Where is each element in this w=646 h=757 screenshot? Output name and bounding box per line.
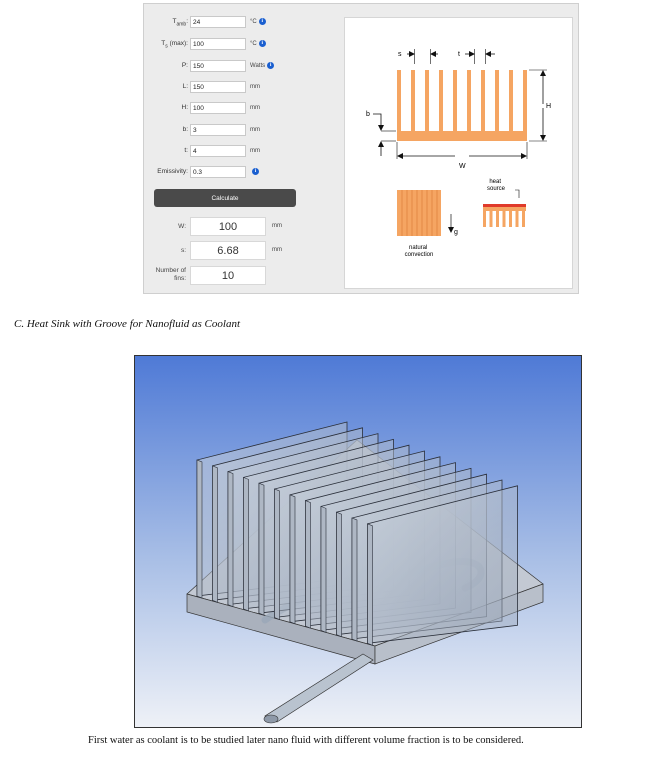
unit-text: mm — [250, 84, 260, 90]
result-label: s: — [180, 247, 186, 254]
fin-3d-edge — [244, 477, 249, 611]
input-label-main: H: — [181, 104, 188, 111]
label-b: b — [366, 111, 370, 118]
input-label-main: t: — [184, 147, 188, 154]
fin-3d-edge — [306, 501, 311, 628]
input-row — [144, 15, 334, 29]
calculate-button[interactable]: Calculate — [154, 189, 296, 207]
input-unit — [250, 37, 266, 51]
inlet-pipe-opening — [264, 715, 278, 723]
input-unit — [250, 15, 266, 29]
input-row — [144, 59, 334, 73]
input-unit — [250, 59, 274, 73]
input-label — [128, 37, 188, 53]
label-g: g — [454, 229, 458, 236]
info-icon[interactable]: i — [259, 40, 266, 47]
info-icon[interactable]: i — [252, 168, 259, 175]
label-heat-line1: heat — [489, 179, 502, 185]
input-field[interactable] — [190, 60, 246, 72]
label-s: s — [398, 51, 402, 58]
input-label — [128, 123, 188, 137]
input-label — [128, 144, 188, 158]
fin-3d-edge — [290, 495, 295, 624]
input-row — [144, 165, 334, 179]
result-unit: mm — [272, 247, 282, 253]
fin — [495, 70, 499, 132]
fin-3d-edge — [321, 506, 326, 632]
label-natural-line2: convection — [404, 252, 434, 258]
input-label-main: T — [161, 40, 166, 47]
input-row — [144, 101, 334, 115]
body-paragraph: First water as coolant is to be studied later nano fluid with different volume fraction is to be considered. — [88, 735, 524, 746]
natural-convection-block — [397, 190, 441, 236]
fin — [509, 70, 513, 132]
label-H: H — [546, 103, 552, 110]
input-label — [128, 165, 188, 179]
input-label — [128, 59, 188, 73]
input-field[interactable] — [190, 145, 246, 157]
input-field[interactable] — [190, 102, 246, 114]
fin-3d-edge — [213, 466, 218, 603]
heat-source-pointer — [515, 190, 519, 198]
label-t: t — [458, 51, 460, 58]
input-unit — [250, 144, 260, 158]
input-unit — [250, 101, 260, 115]
fin-3d-edge — [197, 460, 202, 598]
heat-source-fin — [496, 211, 499, 227]
result-unit: mm — [272, 223, 282, 229]
input-label-sub: amb — [176, 21, 187, 28]
fin-3d-edge — [352, 518, 357, 641]
label-W: W — [459, 163, 466, 170]
input-label-main: P: — [181, 62, 188, 69]
heat-source-fin — [522, 211, 525, 227]
input-field[interactable] — [190, 166, 246, 178]
input-unit — [250, 80, 260, 94]
section-caption: C. Heat Sink with Groove for Nanofluid as Coolant — [14, 318, 241, 330]
fin — [523, 70, 527, 132]
result-value: 100 — [190, 217, 266, 236]
fin-3d-edge — [368, 524, 373, 646]
label-natural-convection — [405, 245, 434, 258]
label-heat-line2: source — [486, 186, 506, 192]
heat-source-base — [483, 207, 526, 211]
input-row — [144, 123, 334, 137]
result-row — [144, 266, 334, 286]
fin-3d-edge — [337, 512, 342, 637]
input-label — [128, 101, 188, 115]
fins-group — [397, 70, 527, 132]
input-row — [144, 144, 334, 158]
info-icon[interactable]: i — [259, 18, 266, 25]
heat-sink-calculator — [143, 3, 579, 294]
unit-text: °C — [250, 41, 257, 47]
label-heat-source — [487, 179, 506, 192]
heat-source-fin — [516, 211, 519, 227]
fin — [481, 70, 485, 132]
input-row — [144, 37, 334, 51]
input-label — [128, 80, 188, 94]
input-unit — [250, 165, 259, 179]
result-label: W: — [178, 223, 186, 230]
input-label-main: T — [172, 18, 177, 25]
input-label — [128, 15, 188, 31]
input-unit — [250, 123, 260, 137]
result-value: 10 — [190, 266, 266, 285]
label-natural-line1: natural — [408, 245, 428, 251]
result-label: Number of fins: — [155, 267, 186, 282]
fin — [397, 70, 401, 132]
input-label-suffix: : — [186, 18, 188, 25]
unit-text: mm — [250, 148, 260, 154]
heat-sink-diagram-svg — [345, 18, 572, 288]
input-row — [144, 80, 334, 94]
fin — [467, 70, 471, 132]
b-dim-pointer — [373, 114, 381, 130]
unit-text: mm — [250, 105, 260, 111]
heat-source-fin — [483, 211, 486, 227]
input-label-sub: s — [165, 43, 168, 50]
unit-text: mm — [250, 127, 260, 133]
fin-3d-edge — [228, 472, 233, 607]
result-row — [144, 241, 334, 261]
unit-text: °C — [250, 19, 257, 25]
fin — [453, 70, 457, 132]
unit-text: Watts — [250, 63, 266, 69]
input-label-suffix: (max): — [167, 40, 188, 47]
input-label-main: b: — [182, 126, 188, 133]
result-row — [144, 217, 334, 237]
heat-source-fins — [483, 211, 525, 227]
heat-source-fin — [503, 211, 506, 227]
fin-3d-edge — [259, 483, 264, 615]
heat-source-bar — [483, 204, 526, 207]
input-label-main: L: — [182, 83, 188, 90]
heat-sink-diagram — [344, 17, 573, 289]
heat-source-fin — [490, 211, 493, 227]
fin-3d-edge — [275, 489, 280, 620]
heat-source-fin — [509, 211, 512, 227]
heat-sink-base — [397, 131, 527, 141]
fin — [411, 70, 415, 132]
heat-sink-3d-render — [134, 355, 582, 728]
result-value: 6.68 — [190, 241, 266, 260]
input-field[interactable] — [190, 81, 246, 93]
input-field[interactable] — [190, 38, 246, 50]
input-label-main: Emissivity: — [157, 168, 188, 175]
fin — [425, 70, 429, 132]
input-field[interactable] — [190, 124, 246, 136]
fin — [439, 70, 443, 132]
info-icon[interactable]: i — [267, 62, 274, 69]
input-field[interactable] — [190, 16, 246, 28]
heat-sink-3d-svg — [135, 356, 581, 727]
